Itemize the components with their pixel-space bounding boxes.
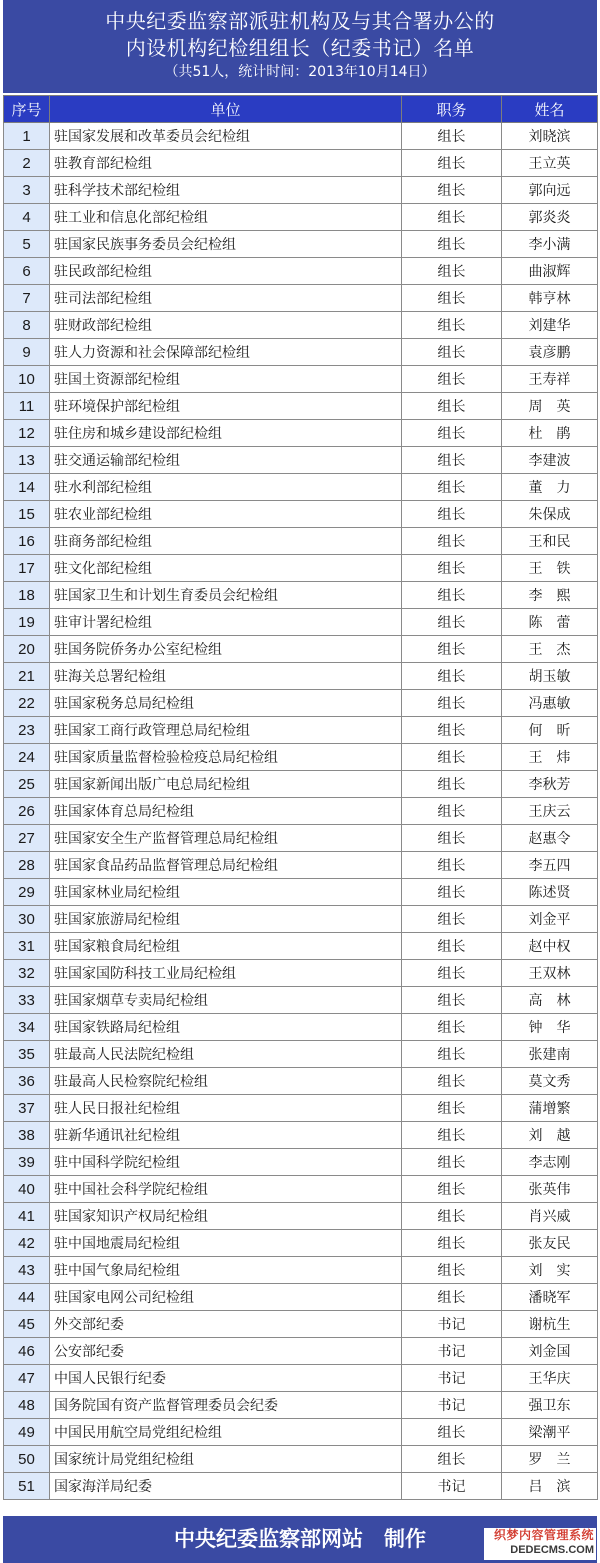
table-row bbox=[4, 771, 598, 798]
row-position-cell: 组长 bbox=[402, 501, 502, 528]
row-name-cell: 蒲增繁 bbox=[502, 1095, 598, 1122]
row-position-cell: 组长 bbox=[402, 393, 502, 420]
row-index-cell: 6 bbox=[4, 258, 50, 285]
row-position-cell: 组长 bbox=[402, 366, 502, 393]
row-index-cell: 42 bbox=[4, 1230, 50, 1257]
table-row bbox=[4, 1230, 598, 1257]
row-name-cell: 刘金国 bbox=[502, 1338, 598, 1365]
watermark-line-2: DEDECMS.COM bbox=[510, 1544, 594, 1556]
row-name-cell: 王华庆 bbox=[502, 1365, 598, 1392]
row-unit-cell: 驻国家民族事务委员会纪检组 bbox=[50, 231, 402, 258]
row-position-cell: 组长 bbox=[402, 231, 502, 258]
row-unit-cell: 驻国家卫生和计划生育委员会纪检组 bbox=[50, 582, 402, 609]
row-name-cell: 陈 蕾 bbox=[502, 609, 598, 636]
row-name-cell: 张英伟 bbox=[502, 1176, 598, 1203]
page-title-line-1: 中央纪委监察部派驻机构及与其合署办公的 bbox=[105, 9, 495, 33]
row-name-cell: 何 昕 bbox=[502, 717, 598, 744]
row-unit-cell: 驻中国气象局纪检组 bbox=[50, 1257, 402, 1284]
row-position-cell: 组长 bbox=[402, 1203, 502, 1230]
footer-credit: 中央纪委监察部网站 制作 bbox=[174, 1527, 426, 1551]
row-unit-cell: 驻中国科学院纪检组 bbox=[50, 1149, 402, 1176]
row-unit-cell: 国家海洋局纪委 bbox=[50, 1473, 402, 1500]
table-row bbox=[4, 1203, 598, 1230]
table-row bbox=[4, 366, 598, 393]
table-row bbox=[4, 1014, 598, 1041]
table-row bbox=[4, 690, 598, 717]
row-name-cell: 刘建华 bbox=[502, 312, 598, 339]
table-row bbox=[4, 1068, 598, 1095]
row-position-cell: 书记 bbox=[402, 1473, 502, 1500]
row-position-cell: 组长 bbox=[402, 528, 502, 555]
row-position-cell: 书记 bbox=[402, 1311, 502, 1338]
row-index-cell: 37 bbox=[4, 1095, 50, 1122]
row-position-cell: 组长 bbox=[402, 798, 502, 825]
row-name-cell: 谢杭生 bbox=[502, 1311, 598, 1338]
row-name-cell: 李 熙 bbox=[502, 582, 598, 609]
row-name-cell: 杜 鹃 bbox=[502, 420, 598, 447]
row-name-cell: 陈述贤 bbox=[502, 879, 598, 906]
row-index-cell: 9 bbox=[4, 339, 50, 366]
table-row bbox=[4, 1419, 598, 1446]
row-position-cell: 组长 bbox=[402, 582, 502, 609]
row-unit-cell: 驻国家新闻出版广电总局纪检组 bbox=[50, 771, 402, 798]
row-position-cell: 组长 bbox=[402, 1068, 502, 1095]
row-name-cell: 刘金平 bbox=[502, 906, 598, 933]
row-unit-cell: 驻工业和信息化部纪检组 bbox=[50, 204, 402, 231]
roster-table bbox=[3, 95, 598, 1500]
row-unit-cell: 中国民用航空局党组纪检组 bbox=[50, 1419, 402, 1446]
site-watermark bbox=[484, 1528, 596, 1560]
row-unit-cell: 驻国土资源部纪检组 bbox=[50, 366, 402, 393]
row-index-cell: 11 bbox=[4, 393, 50, 420]
row-unit-cell: 驻国务院侨务办公室纪检组 bbox=[50, 636, 402, 663]
row-unit-cell: 驻人民日报社纪检组 bbox=[50, 1095, 402, 1122]
row-index-cell: 18 bbox=[4, 582, 50, 609]
row-position-cell: 组长 bbox=[402, 1014, 502, 1041]
table-row bbox=[4, 474, 598, 501]
row-unit-cell: 驻中国地震局纪检组 bbox=[50, 1230, 402, 1257]
row-name-cell: 肖兴威 bbox=[502, 1203, 598, 1230]
row-unit-cell: 驻教育部纪检组 bbox=[50, 150, 402, 177]
row-unit-cell: 驻环境保护部纪检组 bbox=[50, 393, 402, 420]
row-index-cell: 51 bbox=[4, 1473, 50, 1500]
row-unit-cell: 国家统计局党组纪检组 bbox=[50, 1446, 402, 1473]
row-position-cell: 组长 bbox=[402, 150, 502, 177]
table-row bbox=[4, 312, 598, 339]
row-unit-cell: 驻司法部纪检组 bbox=[50, 285, 402, 312]
row-unit-cell: 驻新华通讯社纪检组 bbox=[50, 1122, 402, 1149]
row-position-cell: 组长 bbox=[402, 1095, 502, 1122]
table-row bbox=[4, 285, 598, 312]
row-name-cell: 李五四 bbox=[502, 852, 598, 879]
row-position-cell: 组长 bbox=[402, 204, 502, 231]
row-unit-cell: 驻住房和城乡建设部纪检组 bbox=[50, 420, 402, 447]
row-position-cell: 组长 bbox=[402, 177, 502, 204]
row-position-cell: 组长 bbox=[402, 771, 502, 798]
row-position-cell: 组长 bbox=[402, 960, 502, 987]
table-row bbox=[4, 123, 598, 150]
table-row bbox=[4, 879, 598, 906]
row-position-cell: 组长 bbox=[402, 852, 502, 879]
row-position-cell: 组长 bbox=[402, 636, 502, 663]
column-header-position: 职务 bbox=[402, 96, 502, 123]
table-row bbox=[4, 1176, 598, 1203]
row-name-cell: 赵惠令 bbox=[502, 825, 598, 852]
row-unit-cell: 外交部纪委 bbox=[50, 1311, 402, 1338]
table-row bbox=[4, 1257, 598, 1284]
row-index-cell: 3 bbox=[4, 177, 50, 204]
row-unit-cell: 驻财政部纪检组 bbox=[50, 312, 402, 339]
row-unit-cell: 驻国家工商行政管理总局纪检组 bbox=[50, 717, 402, 744]
row-name-cell: 李小满 bbox=[502, 231, 598, 258]
row-index-cell: 31 bbox=[4, 933, 50, 960]
row-unit-cell: 中国人民银行纪委 bbox=[50, 1365, 402, 1392]
row-position-cell: 组长 bbox=[402, 933, 502, 960]
table-row bbox=[4, 447, 598, 474]
row-unit-cell: 驻民政部纪检组 bbox=[50, 258, 402, 285]
row-index-cell: 48 bbox=[4, 1392, 50, 1419]
row-index-cell: 19 bbox=[4, 609, 50, 636]
row-position-cell: 组长 bbox=[402, 744, 502, 771]
row-position-cell: 组长 bbox=[402, 447, 502, 474]
column-header-unit: 单位 bbox=[50, 96, 402, 123]
roster-table-body bbox=[4, 123, 598, 1500]
table-row bbox=[4, 339, 598, 366]
row-index-cell: 44 bbox=[4, 1284, 50, 1311]
row-index-cell: 21 bbox=[4, 663, 50, 690]
table-row bbox=[4, 393, 598, 420]
row-index-cell: 14 bbox=[4, 474, 50, 501]
row-index-cell: 23 bbox=[4, 717, 50, 744]
row-name-cell: 朱保成 bbox=[502, 501, 598, 528]
column-header-name: 姓名 bbox=[502, 96, 598, 123]
row-unit-cell: 驻国家体育总局纪检组 bbox=[50, 798, 402, 825]
row-name-cell: 李志刚 bbox=[502, 1149, 598, 1176]
row-name-cell: 袁彦鹏 bbox=[502, 339, 598, 366]
row-name-cell: 王庆云 bbox=[502, 798, 598, 825]
row-index-cell: 33 bbox=[4, 987, 50, 1014]
row-unit-cell: 驻最高人民法院纪检组 bbox=[50, 1041, 402, 1068]
row-index-cell: 28 bbox=[4, 852, 50, 879]
row-name-cell: 强卫东 bbox=[502, 1392, 598, 1419]
row-name-cell: 周 英 bbox=[502, 393, 598, 420]
row-index-cell: 17 bbox=[4, 555, 50, 582]
row-unit-cell: 驻国家烟草专卖局纪检组 bbox=[50, 987, 402, 1014]
table-row bbox=[4, 1122, 598, 1149]
row-unit-cell: 驻海关总署纪检组 bbox=[50, 663, 402, 690]
table-row bbox=[4, 636, 598, 663]
row-position-cell: 书记 bbox=[402, 1392, 502, 1419]
row-position-cell: 组长 bbox=[402, 555, 502, 582]
row-unit-cell: 驻中国社会科学院纪检组 bbox=[50, 1176, 402, 1203]
table-row bbox=[4, 582, 598, 609]
row-unit-cell: 驻最高人民检察院纪检组 bbox=[50, 1068, 402, 1095]
row-unit-cell: 驻国家安全生产监督管理总局纪检组 bbox=[50, 825, 402, 852]
row-position-cell: 组长 bbox=[402, 1122, 502, 1149]
row-index-cell: 47 bbox=[4, 1365, 50, 1392]
row-name-cell: 罗 兰 bbox=[502, 1446, 598, 1473]
row-position-cell: 组长 bbox=[402, 609, 502, 636]
row-position-cell: 组长 bbox=[402, 690, 502, 717]
row-position-cell: 组长 bbox=[402, 420, 502, 447]
row-index-cell: 24 bbox=[4, 744, 50, 771]
row-position-cell: 组长 bbox=[402, 258, 502, 285]
row-index-cell: 43 bbox=[4, 1257, 50, 1284]
row-position-cell: 组长 bbox=[402, 339, 502, 366]
row-position-cell: 组长 bbox=[402, 285, 502, 312]
row-name-cell: 刘晓滨 bbox=[502, 123, 598, 150]
row-position-cell: 组长 bbox=[402, 123, 502, 150]
row-name-cell: 王 杰 bbox=[502, 636, 598, 663]
row-index-cell: 7 bbox=[4, 285, 50, 312]
row-index-cell: 39 bbox=[4, 1149, 50, 1176]
row-index-cell: 32 bbox=[4, 960, 50, 987]
table-row bbox=[4, 555, 598, 582]
row-name-cell: 郭向远 bbox=[502, 177, 598, 204]
row-unit-cell: 驻国家林业局纪检组 bbox=[50, 879, 402, 906]
row-position-cell: 组长 bbox=[402, 1176, 502, 1203]
row-index-cell: 45 bbox=[4, 1311, 50, 1338]
row-unit-cell: 国务院国有资产监督管理委员会纪委 bbox=[50, 1392, 402, 1419]
table-row bbox=[4, 906, 598, 933]
table-row bbox=[4, 1446, 598, 1473]
row-name-cell: 冯惠敏 bbox=[502, 690, 598, 717]
row-name-cell: 高 林 bbox=[502, 987, 598, 1014]
table-row bbox=[4, 1365, 598, 1392]
table-row bbox=[4, 933, 598, 960]
row-name-cell: 董 力 bbox=[502, 474, 598, 501]
row-name-cell: 韩亨林 bbox=[502, 285, 598, 312]
table-row bbox=[4, 420, 598, 447]
row-unit-cell: 驻国家税务总局纪检组 bbox=[50, 690, 402, 717]
row-position-cell: 组长 bbox=[402, 474, 502, 501]
table-row bbox=[4, 528, 598, 555]
table-row bbox=[4, 663, 598, 690]
row-index-cell: 38 bbox=[4, 1122, 50, 1149]
row-index-cell: 2 bbox=[4, 150, 50, 177]
table-row bbox=[4, 960, 598, 987]
row-unit-cell: 公安部纪委 bbox=[50, 1338, 402, 1365]
row-index-cell: 10 bbox=[4, 366, 50, 393]
row-name-cell: 吕 滨 bbox=[502, 1473, 598, 1500]
page-header bbox=[3, 0, 597, 93]
row-index-cell: 5 bbox=[4, 231, 50, 258]
row-index-cell: 12 bbox=[4, 420, 50, 447]
row-index-cell: 40 bbox=[4, 1176, 50, 1203]
row-index-cell: 35 bbox=[4, 1041, 50, 1068]
row-index-cell: 50 bbox=[4, 1446, 50, 1473]
table-row bbox=[4, 258, 598, 285]
table-row bbox=[4, 1392, 598, 1419]
row-unit-cell: 驻审计署纪检组 bbox=[50, 609, 402, 636]
table-row bbox=[4, 987, 598, 1014]
row-position-cell: 组长 bbox=[402, 717, 502, 744]
row-position-cell: 组长 bbox=[402, 825, 502, 852]
row-position-cell: 组长 bbox=[402, 906, 502, 933]
row-name-cell: 张友民 bbox=[502, 1230, 598, 1257]
row-position-cell: 组长 bbox=[402, 312, 502, 339]
row-index-cell: 25 bbox=[4, 771, 50, 798]
row-index-cell: 1 bbox=[4, 123, 50, 150]
table-row bbox=[4, 501, 598, 528]
table-row bbox=[4, 798, 598, 825]
row-index-cell: 15 bbox=[4, 501, 50, 528]
row-name-cell: 刘 越 bbox=[502, 1122, 598, 1149]
row-name-cell: 李秋芳 bbox=[502, 771, 598, 798]
row-name-cell: 钟 华 bbox=[502, 1014, 598, 1041]
row-name-cell: 李建波 bbox=[502, 447, 598, 474]
row-name-cell: 王和民 bbox=[502, 528, 598, 555]
table-row bbox=[4, 1041, 598, 1068]
table-row bbox=[4, 1149, 598, 1176]
row-index-cell: 29 bbox=[4, 879, 50, 906]
table-row bbox=[4, 150, 598, 177]
row-position-cell: 组长 bbox=[402, 1446, 502, 1473]
row-unit-cell: 驻科学技术部纪检组 bbox=[50, 177, 402, 204]
row-index-cell: 20 bbox=[4, 636, 50, 663]
row-unit-cell: 驻国家质量监督检验检疫总局纪检组 bbox=[50, 744, 402, 771]
page-subtitle: （共51人，统计时间：2013年10月14日） bbox=[164, 64, 436, 80]
row-name-cell: 王双林 bbox=[502, 960, 598, 987]
table-row bbox=[4, 1095, 598, 1122]
watermark-line-1: 织梦内容管理系统 bbox=[493, 1528, 594, 1542]
row-unit-cell: 驻国家铁路局纪检组 bbox=[50, 1014, 402, 1041]
row-unit-cell: 驻农业部纪检组 bbox=[50, 501, 402, 528]
row-unit-cell: 驻交通运输部纪检组 bbox=[50, 447, 402, 474]
row-index-cell: 30 bbox=[4, 906, 50, 933]
table-row bbox=[4, 1284, 598, 1311]
row-position-cell: 组长 bbox=[402, 1149, 502, 1176]
column-header-index: 序号 bbox=[4, 96, 50, 123]
row-name-cell: 郭炎炎 bbox=[502, 204, 598, 231]
header-row bbox=[4, 96, 598, 123]
row-name-cell: 梁潮平 bbox=[502, 1419, 598, 1446]
row-name-cell: 潘晓军 bbox=[502, 1284, 598, 1311]
row-unit-cell: 驻国家电网公司纪检组 bbox=[50, 1284, 402, 1311]
table-row bbox=[4, 852, 598, 879]
table-row bbox=[4, 717, 598, 744]
row-name-cell: 张建南 bbox=[502, 1041, 598, 1068]
row-index-cell: 27 bbox=[4, 825, 50, 852]
row-index-cell: 36 bbox=[4, 1068, 50, 1095]
row-name-cell: 赵中权 bbox=[502, 933, 598, 960]
row-name-cell: 王 炜 bbox=[502, 744, 598, 771]
table-row bbox=[4, 1473, 598, 1500]
row-unit-cell: 驻国家发展和改革委员会纪检组 bbox=[50, 123, 402, 150]
table-row bbox=[4, 231, 598, 258]
row-unit-cell: 驻文化部纪检组 bbox=[50, 555, 402, 582]
table-row bbox=[4, 1311, 598, 1338]
row-index-cell: 46 bbox=[4, 1338, 50, 1365]
row-index-cell: 4 bbox=[4, 204, 50, 231]
row-index-cell: 34 bbox=[4, 1014, 50, 1041]
row-name-cell: 胡玉敏 bbox=[502, 663, 598, 690]
table-row bbox=[4, 204, 598, 231]
row-position-cell: 书记 bbox=[402, 1365, 502, 1392]
row-name-cell: 莫文秀 bbox=[502, 1068, 598, 1095]
row-index-cell: 13 bbox=[4, 447, 50, 474]
table-row bbox=[4, 744, 598, 771]
row-position-cell: 组长 bbox=[402, 1041, 502, 1068]
row-index-cell: 49 bbox=[4, 1419, 50, 1446]
row-unit-cell: 驻国家旅游局纪检组 bbox=[50, 906, 402, 933]
row-position-cell: 组长 bbox=[402, 1230, 502, 1257]
row-index-cell: 16 bbox=[4, 528, 50, 555]
row-name-cell: 王立英 bbox=[502, 150, 598, 177]
row-index-cell: 8 bbox=[4, 312, 50, 339]
row-name-cell: 曲淑辉 bbox=[502, 258, 598, 285]
table-row bbox=[4, 1338, 598, 1365]
row-unit-cell: 驻国家食品药品监督管理总局纪检组 bbox=[50, 852, 402, 879]
row-unit-cell: 驻水利部纪检组 bbox=[50, 474, 402, 501]
row-unit-cell: 驻商务部纪检组 bbox=[50, 528, 402, 555]
row-index-cell: 26 bbox=[4, 798, 50, 825]
row-name-cell: 王寿祥 bbox=[502, 366, 598, 393]
row-unit-cell: 驻国家知识产权局纪检组 bbox=[50, 1203, 402, 1230]
row-position-cell: 组长 bbox=[402, 879, 502, 906]
row-position-cell: 书记 bbox=[402, 1338, 502, 1365]
page-title-line-2: 内设机构纪检组组长（纪委书记）名单 bbox=[125, 36, 475, 60]
row-unit-cell: 驻国家粮食局纪检组 bbox=[50, 933, 402, 960]
row-name-cell: 王 铁 bbox=[502, 555, 598, 582]
row-position-cell: 组长 bbox=[402, 987, 502, 1014]
table-row bbox=[4, 609, 598, 636]
row-position-cell: 组长 bbox=[402, 663, 502, 690]
table-row bbox=[4, 825, 598, 852]
row-position-cell: 组长 bbox=[402, 1419, 502, 1446]
row-unit-cell: 驻人力资源和社会保障部纪检组 bbox=[50, 339, 402, 366]
row-position-cell: 组长 bbox=[402, 1284, 502, 1311]
table-row bbox=[4, 177, 598, 204]
roster-table-header bbox=[4, 96, 598, 123]
row-unit-cell: 驻国家国防科技工业局纪检组 bbox=[50, 960, 402, 987]
row-position-cell: 组长 bbox=[402, 1257, 502, 1284]
row-index-cell: 41 bbox=[4, 1203, 50, 1230]
row-index-cell: 22 bbox=[4, 690, 50, 717]
row-name-cell: 刘 实 bbox=[502, 1257, 598, 1284]
